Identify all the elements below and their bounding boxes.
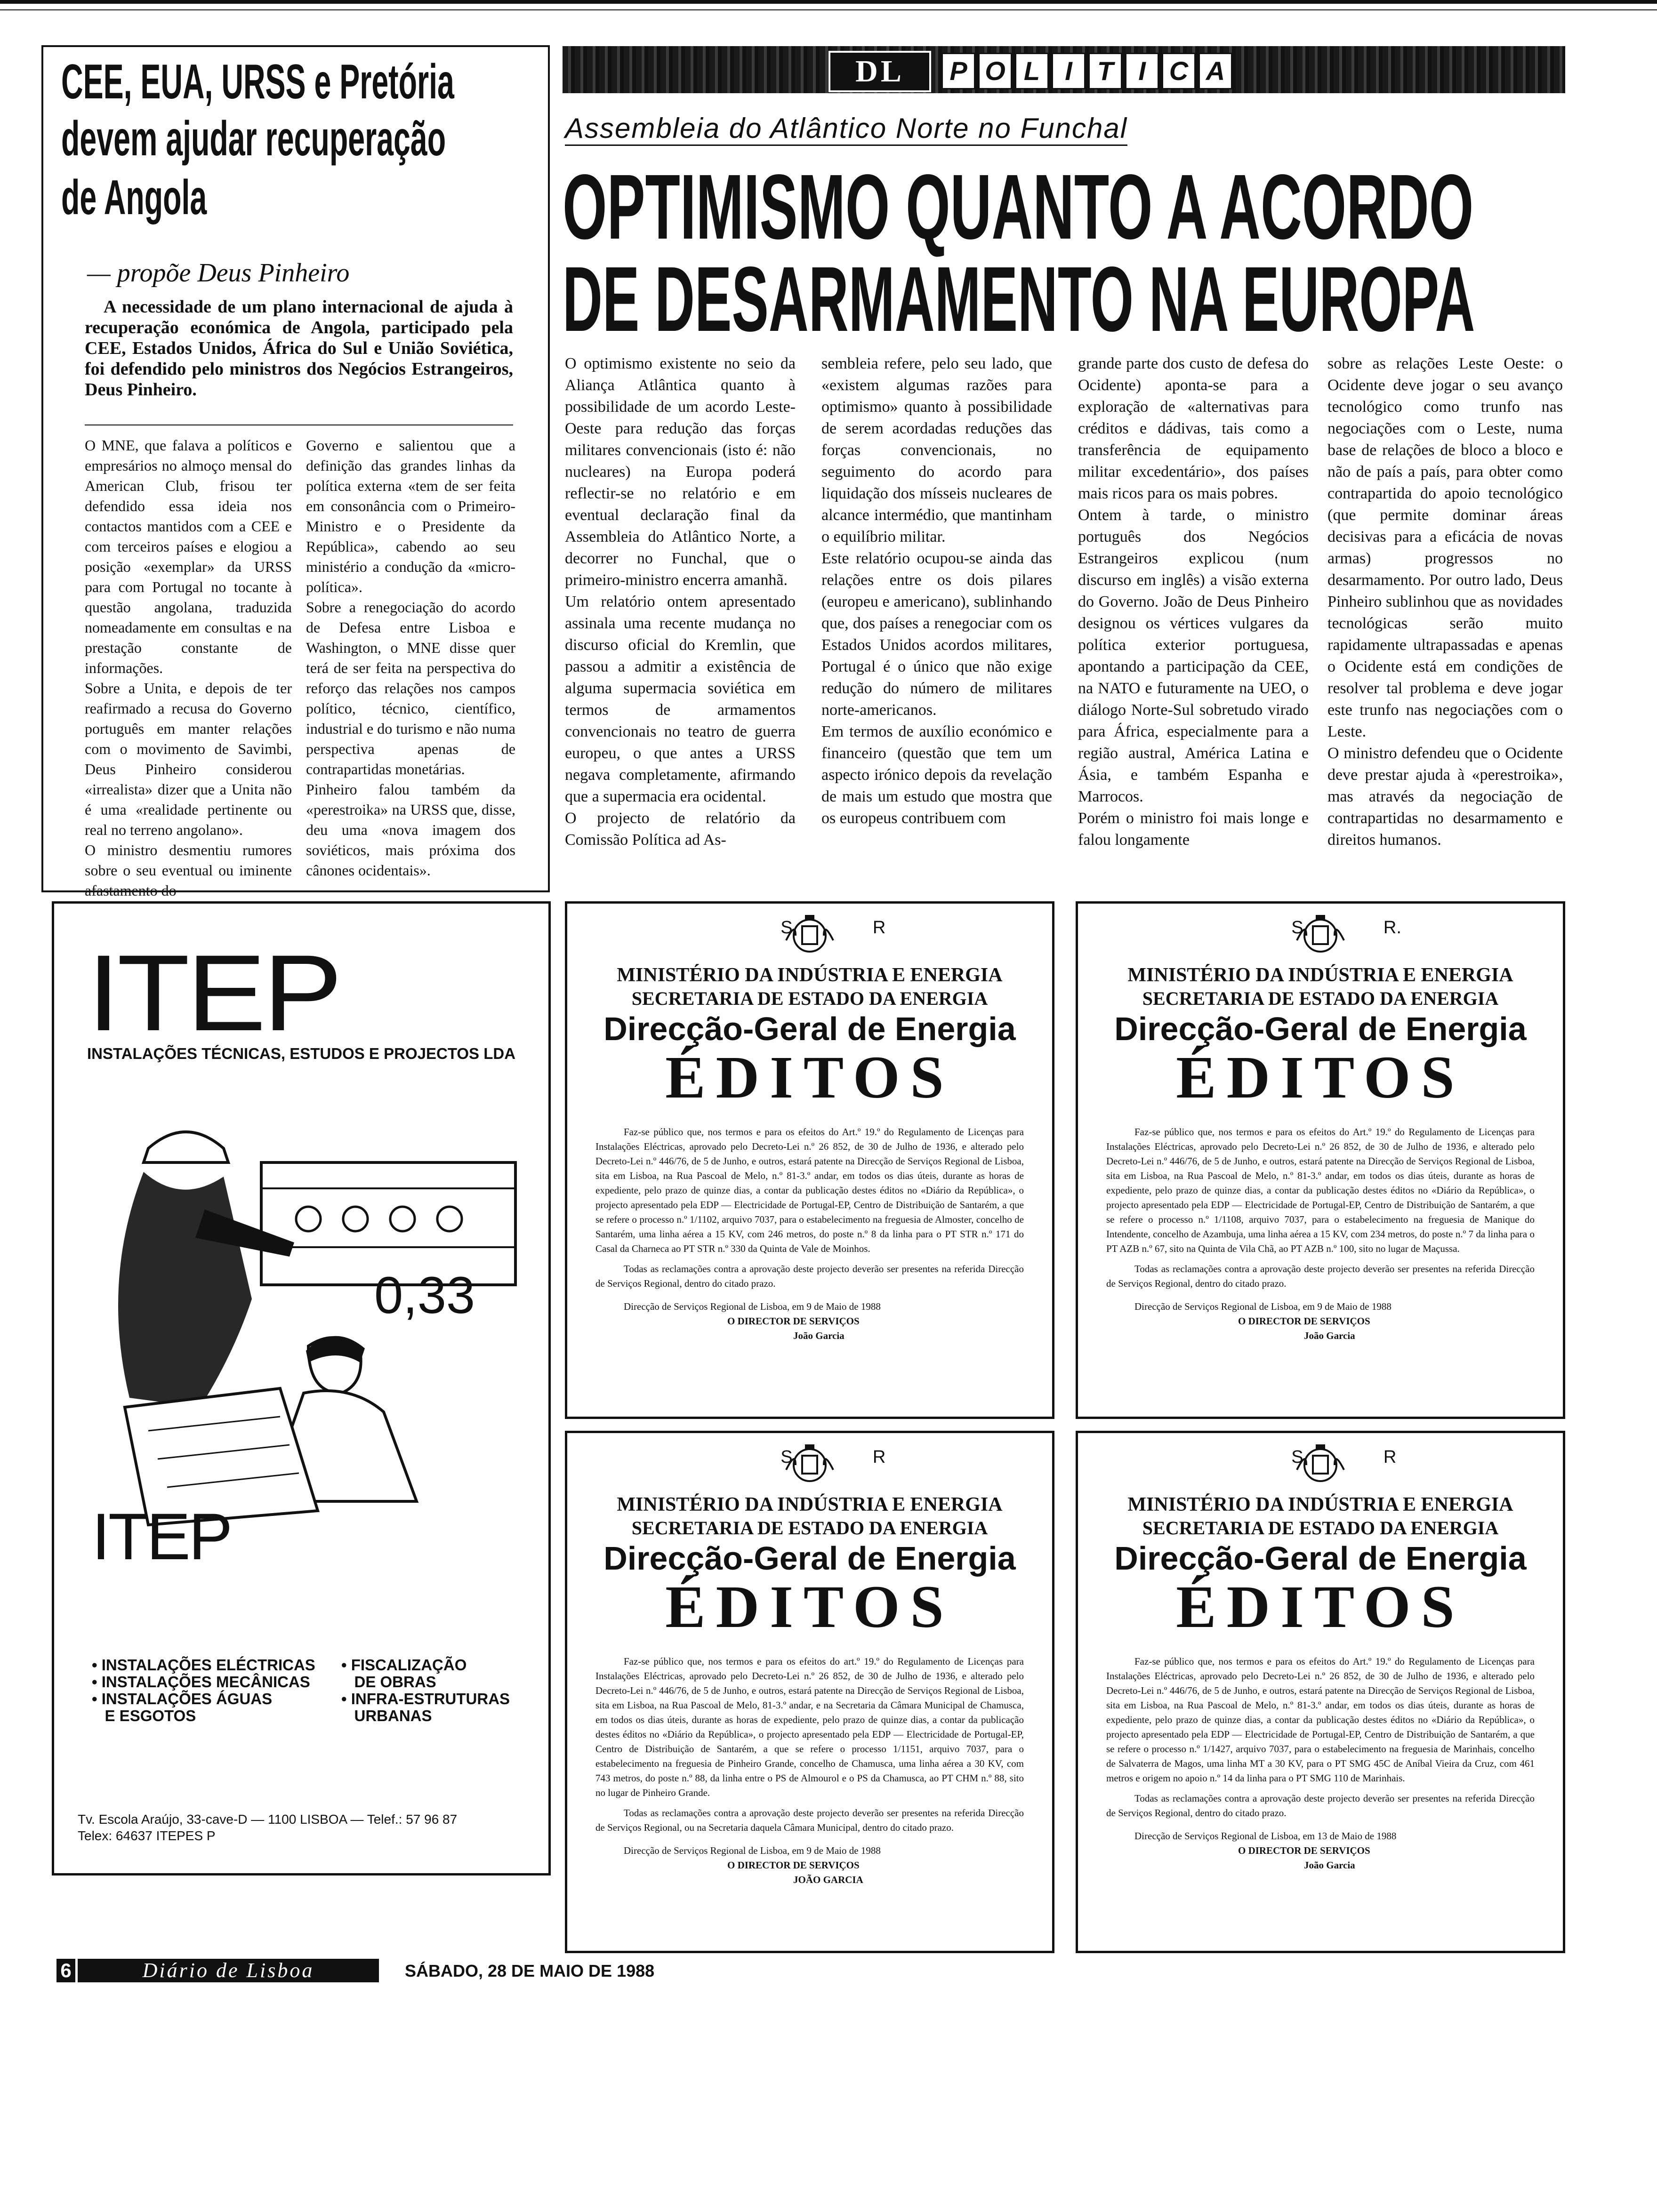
edito-body: Faz-se público que, nos termos e para os efeitos do art.º 19.º do Regulamento de Licenças para Instalações Eléctricas, aprovado pelo Decreto-Lei n.º 26 852, de 30 de Julho de 1936, e alterado pelo Decreto-Lei n.º 446/76, de 5 de Junho, e outros, estará patente na Direcção de Serviços Regional de Lisboa, sita em Lisboa, na Rua Pascoal de Melo, 81-3.º andar, e na Secretaria da Câmara Municipal de Chamusca, em todos os dias úteis, durante as horas de expediente, pelo prazo de quinze dias, a contar da publicação destes éditos no «Diário da República», o projecto apresentado pela EDP — Electricidade de Portugal-EP, Centro de Distribuição de Santarém, a que se refere o processo 1/1151, arquivo 7037, para o estabelecimento na freguesia de Pinheiro Grande, concelho de Chamusca, uma linha aérea a 30 KV, com 743 metros, do poste n.º 88, da linha entre o PS de Almourol e o PS da Chamusca, ao PT CHM n.º 88, sito no lugar de Pinheiro Grande. [595,1656,1024,1798]
itep-company-name: INSTALAÇÕES TÉCNICAS, ESTUDOS E PROJECTOS LDA [87,1045,516,1062]
itep-ad [52,901,551,1875]
edito-notice-2 [1076,901,1565,1419]
gauge [343,1207,368,1231]
page-number: 6 [56,1959,75,1982]
gauge [296,1207,321,1231]
service-item: • INSTALAÇÕES ELÉCTRICAS [92,1656,315,1674]
section-letter: I [1052,53,1086,89]
edito-claims: Todas as reclamações contra a aprovação deste projecto deverão ser presentes na referida Direcção de Serviços Regional, ou na Secretaria daquela Câmara Municipal, dentro do citado prazo. [595,1807,1024,1833]
edito-directorate: Direcção-Geral de Energia [1114,1540,1527,1577]
edito-text [1106,1654,1535,1873]
main-article-col-4: sobre as relações Leste Oeste: o Ocidente deve jogar o seu avanço tecnológico como trunfo nas negociações com o Leste, numa base de relações de bloco a bloco e não de país a país, para obter como contrapartida do apoio tecnológico (que permite dominar áreas decisivas para a eficácia de novas armas) progressos no desarmamento. Por outro lado, Deus Pinheiro sublinhou que as novidades tecnológicas serão muito rapidamente ultrapassadas e apenas o Ocidente está em condições de resolver tal problema e deve jogar este trunfo nas negociações com o Leste. O ministro defendeu que o Ocidente deve prestar ajuda à «perestroika», mas através da negociação de contrapartidas no desarmamento e direitos humanos. [1327,355,1563,849]
service-item: • INFRA-ESTRUTURAS [341,1690,510,1707]
edito-title: ÉDITOS [1176,1573,1465,1640]
edito-claims: Todas as reclamações contra a aprovação deste projecto deverão ser presentes na referida Direcção de Serviços Regional, dentro do citado prazo. [1106,1263,1535,1289]
coat-of-arms-icon [781,1442,838,1489]
edito-claims: Todas as reclamações contra a aprovação deste projecto deverão ser presentes na referida Direcção de Serviços Regional, dentro do citado prazo. [595,1263,1024,1289]
edito-date: Direcção de Serviços Regional de Lisboa, em 13 de Maio de 1988 [1134,1830,1397,1842]
edito-ministry: MINISTÉRIO DA INDÚSTRIA E ENERGIA [617,1494,1003,1515]
service-item: E ESGOTOS [92,1707,196,1724]
edito-ministry: MINISTÉRIO DA INDÚSTRIA E ENERGIA [617,964,1003,986]
edito-r: R [872,918,886,938]
itep-logo: ITEP [87,932,339,1053]
left-article-col-1: O MNE, que falava a políticos e empresários no almoço mensal do American Club, frisou ter defendido essa ideia nos contactos mantidos com a CEE e com terceiros países e elogiou a posição «exemplar» da URSS para com Portugal no tocante à questão angolana, traduzida nomeadamente em consultas e na prestação constante de informações. Sobre a Unita, e depois de ter reafirmado a recusa do Governo português em manter relações com o movimento de Savimbi, Deus Pinheiro considerou «irrealista» dizer que a Unita não é uma «realidade pertinente ou real no terreno angolano». O ministro desmentiu rumores sobre o seu eventual ou iminente afastamento do [85,437,292,899]
service-item: • FISCALIZAÇÃO [341,1656,467,1674]
edito-signer: João Garcia [1304,1330,1355,1341]
left-article-subhead: — propõe Deus Pinheiro [87,258,350,288]
itep-services-right [341,1657,510,1724]
section-letter: P [941,53,975,89]
section-letter: L [1015,53,1049,89]
section-letter: O [978,53,1012,89]
footer-date: SÁBADO, 28 DE MAIO DE 1988 [405,1961,655,1980]
edito-signer-title: O DIRECTOR DE SERVIÇOS [727,1859,860,1871]
edito-text [1106,1125,1535,1343]
section-banner [563,46,1565,93]
headline-line-3: de Angola [61,170,207,225]
coat-of-arms-icon [781,912,838,959]
edito-r: R [872,1447,886,1467]
edito-text [595,1654,1024,1887]
main-article-col-1: O optimismo existente no seio da Aliança Atlântica quanto à possibilidade de um acordo Leste-Oeste para redução das forças militares convencionais (isto é: não nucleares) na Europa poderá reflectir-se no relatório e em eventual declaração final da Assembleia do Atlântico Norte, a decorrer no Funchal, que o primeiro-ministro encerra amanhã. Um relatório ontem apresentado assinala uma recente mudança no discurso oficial do Kremlin, que passou a admitir a existência de alguma supermacia soviética em termos de armamentos convencionais no teatro de guerra europeu, o que antes a URSS negava completamente, afirmando que a supermacia era ocidental. O projecto de relatório da Comissão Política ad As- [565,355,796,849]
gauge [390,1207,415,1231]
top-rule [0,0,1657,4]
footer-masthead: Diário de Lisboa [78,1959,379,1982]
gauge [437,1207,462,1231]
edito-signer-title: O DIRECTOR DE SERVIÇOS [1238,1845,1370,1856]
itep-address: Tv. Escola Araújo, 33-cave-D — 1100 LISBOA — Telef.: 57 96 87 [78,1812,458,1827]
edito-notice-1 [565,901,1054,1419]
engineer-helmet [144,1132,228,1162]
edito-secretary: SECRETARIA DE ESTADO DA ENERGIA [631,988,988,1009]
edito-title: ÉDITOS [1176,1044,1465,1111]
coat-of-arms-icon [1292,912,1349,959]
itep-services-left [92,1657,315,1724]
section-title [941,53,1235,89]
itep-telex: Telex: 64637 ITEPES P [78,1828,216,1843]
main-article-headline-2: DE DESARMAMENTO NA EUROPA [563,248,1475,351]
service-item: URBANAS [341,1707,432,1724]
edito-notice-3 [565,1431,1054,1953]
edito-directorate: Direcção-Geral de Energia [603,1010,1016,1047]
edito-date: Direcção de Serviços Regional de Lisboa, em 9 de Maio de 1988 [1134,1301,1392,1312]
edito-signer: João Garcia [1304,1859,1355,1871]
edito-date: Direcção de Serviços Regional de Lisboa, em 9 de Maio de 1988 [624,1301,881,1312]
main-article-kicker: Assembleia do Atlântico Norte no Funchal [565,112,1127,146]
main-article-col-2: sembleia refere, pelo seu lado, que «existem algumas razões para optimismo» quanto à possibilidade de serem acordadas reduções das forças convencionais, no seguimento do acordo para liquidação dos mísseis nucleares de alcance intermédio, que mantinham o equilíbrio militar. Este relatório ocupou-se ainda das relações entre os dois pilares (europeu e americano), sublinhando que, dos países a renegociar com os Estados Unidos acordos militares, Portugal é o único que não exige redução do número de militares norte-americanos. Em termos de auxílio económico e financeiro (questão que tem um aspecto irónico depois da revelação de mais um estudo que mostra que os europeus contribuem com [821,355,1052,827]
left-article-col-2: Governo e salientou que a definição das grandes linhas da política externa «tem de ser feita em consonância com o Primeiro-Ministro e o Presidente da República», cabendo ao seu ministério a condução da «micro-política». Sobre a renegociação do acordo de Defesa entre Lisboa e Washington, o MNE disse quer terá de ser feita na perspectiva do reforço das relações nos campos político, técnico, científico, industrial e do turismo e não numa perspectiva apenas de contrapartidas monetárias. Pinheiro falou também da «perestroika» na URSS que, disse, deu uma «nova imagem dos soviéticos, mais próxima dos cânones ocidentais». [306,437,515,879]
edito-notice-4 [1076,1431,1565,1953]
edito-claims: Todas as reclamações contra a aprovação deste projecto deverão ser presentes na referida Direcção de Serviços Regional, dentro do citado prazo. [1106,1793,1535,1819]
engineer-body-standing [118,1172,252,1407]
edito-r: R [1383,1447,1397,1467]
edito-s: S [1291,918,1303,938]
edito-directorate: Direcção-Geral de Energia [1114,1010,1527,1047]
edito-secretary: SECRETARIA DE ESTADO DA ENERGIA [631,1517,988,1539]
coat-of-arms-icon [1292,1442,1349,1489]
newspaper-logo: DL [828,51,931,92]
left-article-headline [61,54,537,227]
edito-body: Faz-se público que, nos termos e para os efeitos do Art.º 19.º do Regulamento de Licenças para Instalações Eléctricas, aprovado pelo Decreto-Lei n.º 26 852, de 30 de Julho de 1936, e alterado pelo Decreto-Lei n.º 446/76, de 5 de Junho, e outros, estará patente na Direcção de Serviços Regional de Lisboa, sita em Lisboa, na Rua Pascoal de Melo, n.º 81-3.º andar, em todos os dias úteis, durante as horas de expediente, pelo prazo de quinze dias, a contar da publicação destes éditos no «Diário da República», o projecto apresentado pela EDP — Electricidade de Portugal-EP, Centro de Distribuição de Santarém, a que se refere o processo n.º 1/1427, arquivo 7037, para o estabelecimento na freguesia de Marinhais, concelho de Salvaterra de Magos, uma linha MT a 30 KV, para o PT SMG 45C de Aníbal Vieira da Cruz, com 461 metros e origem no apoio n.º 14 da linha para o PT SMG 110 de Marinhais. [1106,1656,1535,1784]
edito-title: ÉDITOS [665,1044,954,1111]
edito-s: S [780,918,793,938]
itep-logo-small: ITEP [92,1499,231,1573]
service-item: • INSTALAÇÕES MECÂNICAS [92,1673,310,1691]
main-article-headline-1: OPTIMISMO QUANTO A ACORDO [563,155,1474,258]
edito-r: R. [1383,918,1401,938]
headline-line-2: devem ajudar recuperação [61,112,446,166]
edito-signer: JOÃO GARCIA [793,1874,863,1885]
service-item: • INSTALAÇÕES ÁGUAS [92,1690,273,1707]
edito-signer: João Garcia [793,1330,845,1341]
section-letter: A [1199,53,1232,89]
edito-date: Direcção de Serviços Regional de Lisboa, em 9 de Maio de 1988 [624,1845,881,1856]
itep-illustration [82,1106,525,1530]
edito-s: S [1291,1447,1303,1467]
edito-text [595,1125,1024,1343]
edito-body: Faz-se público que, nos termos e para os efeitos do Art.º 19.º do Regulamento de Licenças para Instalações Eléctricas, aprovado pelo Decreto-Lei n.º 26 852, de 30 de Julho de 1936, e alterado pelo Decreto-Lei n.º 446/76, de 5 de Junho, e outros, estará patente na Direcção de Serviços Regional de Lisboa, sita em Lisboa, na Rua Pascoal de Melo, n.º 81-3.º andar, em todos os dias úteis, durante as horas de expediente, pelo prazo de quinze dias, a contar da publicação destes éditos no «Diário da República», o projecto apresentado pela EDP — Electricidade de Portugal-EP, Centro de Distribuição de Santarém, a que se refere o processo n.º 1/1108, arquivo 7037, para o estabelecimento na freguesia de Manique do Intendente, concelho de Azambuja, uma linha aérea a 15 KV, com 234 metros, do poste n.º 7 da linha para o PT AZB n.º 67, sito na Quinta de Vila Chã, ao PT AZB n.º 100, sito no lugar de Maçussa. [1106,1126,1535,1254]
edito-title: ÉDITOS [665,1573,954,1640]
service-item: DE OBRAS [341,1673,436,1691]
edito-ministry: MINISTÉRIO DA INDÚSTRIA E ENERGIA [1127,1494,1513,1515]
left-article-lead: A necessidade de um plano internacional de ajuda à recuperação económica de Angola, participado pela CEE, Estados Unidos, África do Sul e União Soviética, foi defendido pelo ministros dos Negócios Estrangeiros, Deus Pinheiro. [85,297,513,400]
edito-signer-title: O DIRECTOR DE SERVIÇOS [727,1315,860,1327]
section-letter: I [1125,53,1159,89]
section-letter: T [1088,53,1122,89]
top-rule-thin [0,9,1657,10]
edito-s: S [780,1447,793,1467]
main-article-col-3: grande parte dos custo de defesa do Ocidente) aponta-se para a exploração de «alternativas para créditos e dádivas, tais como a transferência de equipamento militar excedentário», dos países mais ricos para os mais pobres. Ontem à tarde, o ministro português dos Negócios Estrangeiros explicou (num discurso em inglês) a visão externa do Governo. João de Deus Pinheiro designou os vértices vulgares da política exterior portuguesa, apontando a participação da CEE, na NATO e futuramente na UEO, o diálogo Norte-Sul sobretudo virado para África, especialmente para a região austral, América Latina e Ásia, e também Espanha e Marrocos. Porém o ministro foi mais longe e falou longamente [1078,355,1309,849]
headline-line-1: CEE, EUA, URSS e Pretória [61,55,454,109]
edito-ministry: MINISTÉRIO DA INDÚSTRIA E ENERGIA [1127,964,1513,986]
edito-secretary: SECRETARIA DE ESTADO DA ENERGIA [1142,988,1499,1009]
edito-directorate: Direcção-Geral de Energia [603,1540,1016,1577]
panel-readout: 0,33 [374,1266,475,1324]
section-letter: C [1162,53,1196,89]
edito-signer-title: O DIRECTOR DE SERVIÇOS [1238,1315,1370,1327]
edito-secretary: SECRETARIA DE ESTADO DA ENERGIA [1142,1517,1499,1539]
edito-body: Faz-se público que, nos termos e para os efeitos do Art.º 19.º do Regulamento de Licenças para Instalações Eléctricas, aprovado pelo Decreto-Lei n.º 26 852, de 30 de Julho de 1936, e alterado pelo Decreto-Lei n.º 446/76, de 5 de Junho, e outros, estará patente na Direcção de Serviços Regional de Lisboa, sita em Lisboa, na Rua Pascoal de Melo, n.º 81-3.º andar, em todos os dias úteis, durante as horas de expediente, pelo prazo de quinze dias, a contar da publicação destes éditos no «Diário da República», o projecto apresentado pela EDP — Electricidade de Portugal-EP, Centro de Distribuição de Santarém, a que se refere o processo n.º 1/1102, arquivo 7037, para o estabelecimento na freguesia de Almoster, concelho de Santarém, uma linha aérea a 15 KV, com 246 metros, do poste n.º 8 da linha para o PT STR n.º 171 do Casal da Charneca ao PT STR n.º 330 da Quinta de Vale de Moinhos. [595,1126,1024,1254]
